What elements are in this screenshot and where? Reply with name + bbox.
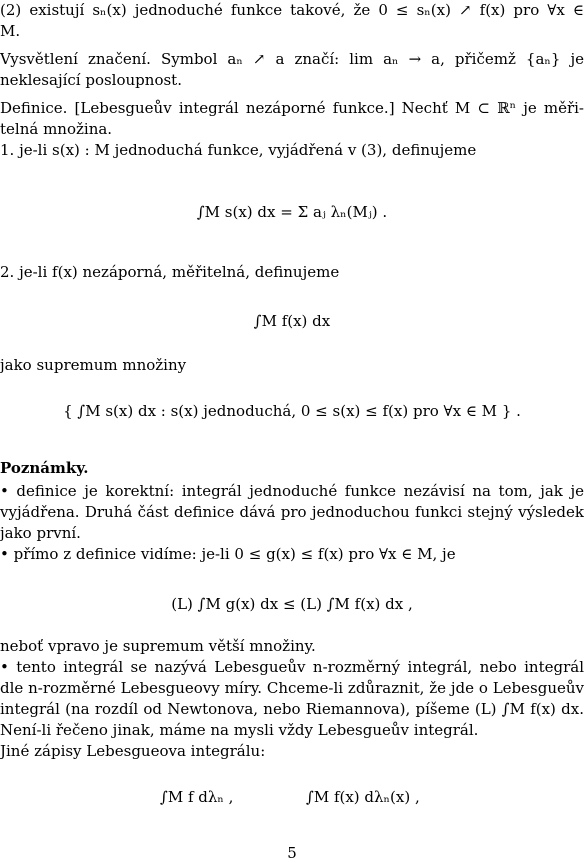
remarks-heading: Poznámky. [0,459,89,477]
display-equation-inequality: (L) ∫M g(x) dx ≤ (L) ∫M f(x) dx , [171,595,413,613]
display-equation-notation-1: ∫M f dλₙ , [160,788,234,806]
page-number: 5 [287,844,297,862]
text-line: dle n-rozměrné Lebesgueovy míry. Chceme-li zdůraznit, že jde o Lebesgueův [0,679,584,697]
text-line-notation: Vysvětlení značení. Symbol aₙ ↗ a značí: lim aₙ → a, přičemž {aₙ} je [0,50,584,68]
text-line: jako supremum množiny [0,356,187,374]
definition-heading-line: Definice. [Lebesgueův integrál nezáporné funkce.] Nechť M ⊂ ℝⁿ je měři- [0,99,584,117]
text-line: • definice je korektní: integrál jednoduché funkce nezávisí na tom, jak je [0,482,584,500]
text-line: • tento integrál se nazývá Lebesgueův n-rozměrný integrál, nebo integrál [0,658,584,676]
text-line: 1. je-li s(x) : M jednoduchá funkce, vyjádřená v (3), definujeme [0,141,477,159]
text-line: (2) existují sₙ(x) jednoduché funkce takové, že 0 ≤ sₙ(x) ↗ f(x) pro ∀x ∈ [0,1,584,19]
text-line: jako první. [0,524,81,542]
text-line: integrál (na rozdíl od Newtonova, nebo Riemannova), píšeme (L) ∫M f(x) dx. [0,700,584,718]
text-line: vyjádřena. Druhá část definice dává pro jednoduchou funkci stejný výsledek [0,503,584,521]
text-line: telná množina. [0,120,113,138]
text-line: • přímo z definice vidíme: je-li 0 ≤ g(x) ≤ f(x) pro ∀x ∈ M, je [0,545,456,563]
text-line: Není-li řečeno jinak, máme na mysli vždy Lebesgueův integrál. [0,721,479,739]
text-line: 2. je-li f(x) nezáporná, měřitelná, definujeme [0,263,340,281]
text-line: Jiné zápisy Lebesgueova integrálu: [0,742,266,760]
text-line: neboť vpravo je supremum větší množiny. [0,637,316,655]
display-equation-supremum-set: { ∫M s(x) dx : s(x) jednoduchá, 0 ≤ s(x) ≤ f(x) pro ∀x ∈ M } . [63,402,521,420]
text-line: M. [0,22,21,40]
display-equation-notation-2: ∫M f(x) dλₙ(x) , [306,788,420,806]
display-equation-integral: ∫M f(x) dx [253,312,331,330]
text-line: neklesající posloupnost. [0,71,182,89]
display-equation-simple-integral: ∫M s(x) dx = Σ aⱼ λₙ(Mⱼ) . [196,203,388,221]
